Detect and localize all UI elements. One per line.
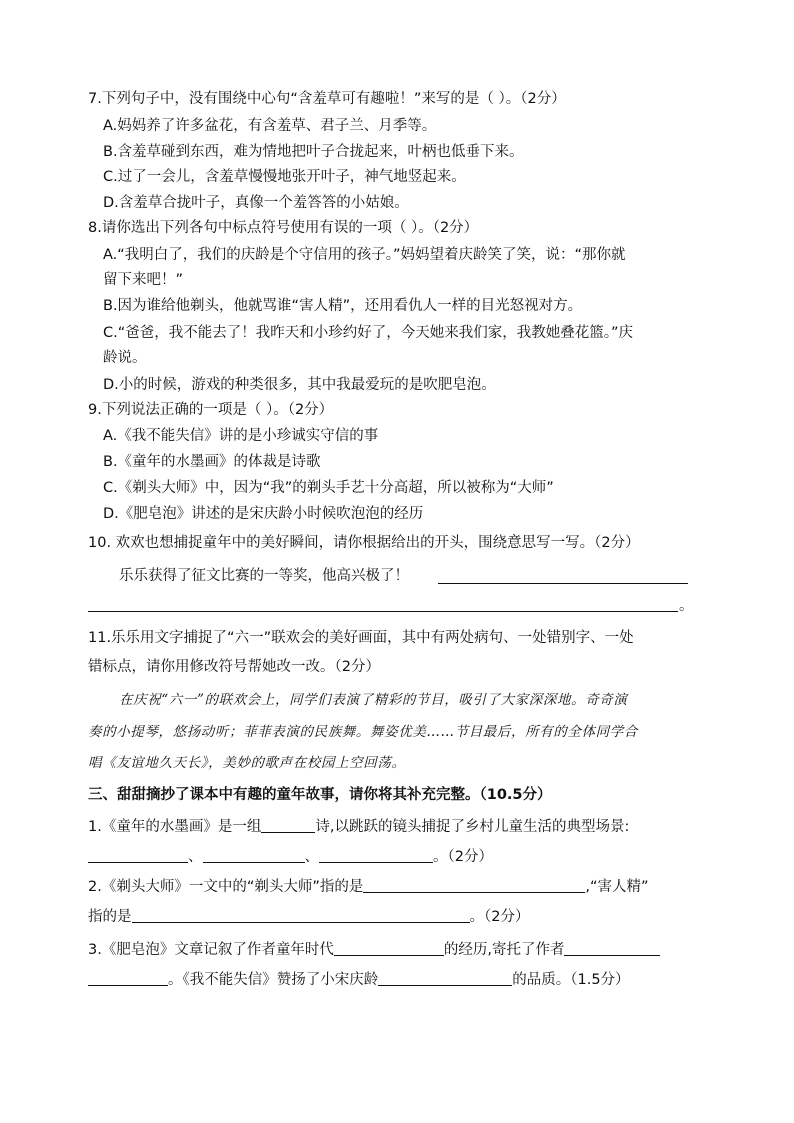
s3-item-2-text-c: 指的是 <box>88 909 132 925</box>
q10-end-mark: 。 <box>679 598 694 614</box>
s3-item-3-blank-feeling-1[interactable] <box>564 941 660 956</box>
s3-item-2-line-1 <box>88 877 649 897</box>
s3-item-2-blank-pest[interactable] <box>132 908 470 923</box>
s3-item-1-sep-2: 、 <box>304 849 319 865</box>
q10-start-sentence: 乐乐获得了征文比赛的一等奖，他高兴极了！ <box>119 568 409 584</box>
s3-item-1-line-2 <box>88 847 493 867</box>
q9-stem: 9.下列说法正确的一项是（ ）。（2分） <box>88 402 334 418</box>
q8-option-a-cont: 留下来吧！” <box>103 272 184 288</box>
q11-stem-line-1: 11.乐乐用文字捕捉了“六一”联欢会的美好画面，其中有两处病句、一处错别字、一处 <box>88 630 634 646</box>
q9-option-d: D.《肥皂泡》讲述的是宋庆龄小时候吹泡泡的经历 <box>103 506 424 522</box>
q8-stem: 8.请你选出下列各句中标点符号使用有误的一项（ ）。（2分） <box>88 220 479 236</box>
s3-item-1-text-b: 诗,以跳跃的镜头捕捉了乡村儿童生活的典型场景: <box>315 819 630 835</box>
s3-item-2-blank-master[interactable] <box>363 878 585 893</box>
s3-item-3-line-2 <box>88 970 630 990</box>
s3-item-3-blank-experience[interactable] <box>334 941 444 956</box>
q7-stem: 7.下列句子中，没有围绕中心句“含羞草可有趣啦！”来写的是（ ）。（2分） <box>88 91 566 107</box>
q7-option-c: C.过了一会儿，含羞草慢慢地张开叶子，神气地竖起来。 <box>103 169 466 185</box>
s3-item-1-sep-1: 、 <box>188 849 203 865</box>
q8-option-c: C.“爸爸，我不能去了！我昨天和小珍约好了，今天她来我们家，我教她叠花篮。”庆 <box>103 325 634 341</box>
q7-option-b: B.含羞草碰到东西，难为情地把叶子合拢起来，叶柄也低垂下来。 <box>103 144 524 160</box>
s3-item-1-end: 。（2分） <box>433 849 493 865</box>
s3-item-1-blank-genre[interactable] <box>261 818 315 833</box>
q8-option-c-cont: 龄说。 <box>103 350 147 366</box>
s3-item-3-end: 的品质。（1.5分） <box>512 972 630 988</box>
s3-item-1-line-1 <box>88 817 629 837</box>
s3-item-2-text-a: 2.《剃头大师》一文中的“剃头大师”指的是 <box>88 879 364 895</box>
q9-option-c: C.《剃头大师》中，因为“我”的剃头手艺十分高超，所以被称为“大师” <box>103 480 554 496</box>
q10-answer-line-2[interactable] <box>88 611 678 612</box>
s3-item-2-end: 。（2分） <box>469 909 530 925</box>
section-3-title: 三、甜甜摘抄了课本中有趣的童年故事，请你将其补充完整。（10.5分） <box>88 787 552 803</box>
s3-item-3-text-b: 的经历,寄托了作者 <box>443 942 565 958</box>
q8-option-a: A.“我明白了，我们的庆龄是个守信用的孩子。”妈妈望着庆龄笑了笑，说：“那你就 <box>103 247 626 263</box>
q7-option-d: D.含羞草合拢叶子，真像一个羞答答的小姑娘。 <box>103 195 409 211</box>
s3-item-1-blank-scene-3[interactable] <box>319 848 433 863</box>
s3-item-3-text-c: 。《我不能失信》赞扬了小宋庆龄 <box>168 972 379 988</box>
q8-option-d: D.小的时候，游戏的种类很多，其中我最爱玩的是吹肥皂泡。 <box>103 377 496 393</box>
q9-option-a: A.《我不能失信》讲的是小珍诚实守信的事 <box>103 428 379 444</box>
q11-passage-line-3: 唱《友谊地久天长》，美妙的歌声在校园上空回荡。 <box>88 755 406 771</box>
q11-passage-line-2: 奏的小提琴，悠扬动听；菲菲表演的民族舞。舞姿优美……节目最后，所有的全体同学合 <box>88 724 638 740</box>
q8-option-b: B.因为谁给他剃头，他就骂谁“害人精”，还用看仇人一样的目光怒视对方。 <box>103 298 583 314</box>
q7-option-a: A.妈妈养了许多盆花，有含羞草、君子兰、月季等。 <box>103 118 437 134</box>
q10-answer-line-1[interactable] <box>438 583 688 584</box>
s3-item-3-line-1 <box>88 940 660 960</box>
s3-item-2-line-2 <box>88 907 529 927</box>
q11-stem-line-2: 错标点，请你用修改符号帮她改一改。（2分） <box>88 659 380 675</box>
s3-item-3-text-a: 3.《肥皂泡》文章记叙了作者童年时代 <box>88 942 334 958</box>
s3-item-3-blank-quality[interactable] <box>378 971 512 986</box>
s3-item-2-text-b: ,“害人精” <box>585 879 649 895</box>
s3-item-3-blank-feeling-2[interactable] <box>88 971 168 986</box>
q9-option-b: B.《童年的水墨画》的体裁是诗歌 <box>103 454 321 470</box>
s3-item-1-blank-scene-1[interactable] <box>88 848 188 863</box>
s3-item-1-blank-scene-2[interactable] <box>203 848 305 863</box>
q11-passage-line-1: 在庆祝“六一”的联欢会上，同学们表演了精彩的节目，吸引了大家深深地。奇奇演 <box>119 692 628 708</box>
s3-item-1-text-a: 1.《童年的水墨画》是一组 <box>88 819 262 835</box>
q10-stem: 10. 欢欢也想捕捉童年中的美好瞬间，请你根据给出的开头，围绕意思写一写。（2分） <box>88 535 640 551</box>
